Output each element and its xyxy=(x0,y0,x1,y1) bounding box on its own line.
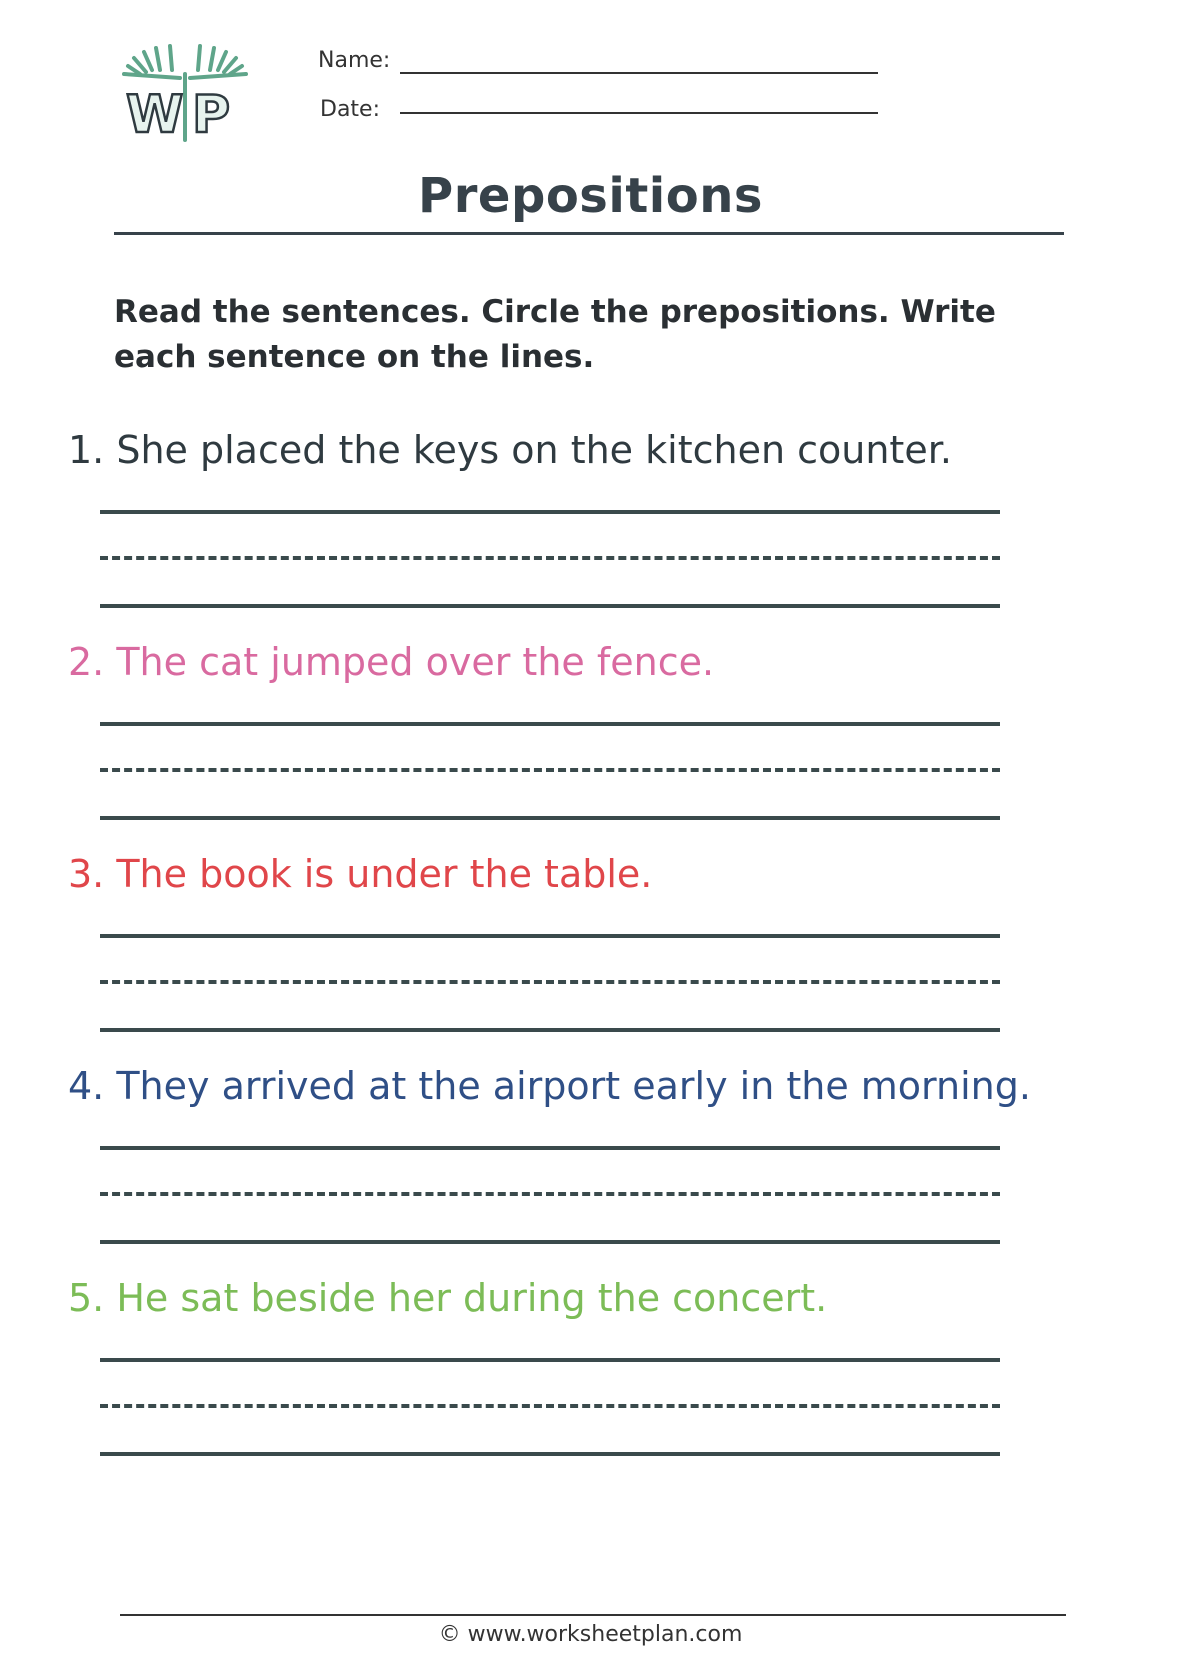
page-title: Prepositions xyxy=(418,168,763,224)
book-logo-icon xyxy=(120,44,250,144)
sentence-text: She placed the keys on the kitchen counter. xyxy=(116,428,952,472)
writing-line-middle[interactable] xyxy=(100,980,1000,984)
writing-line-bottom[interactable] xyxy=(100,1028,1000,1032)
writing-line-middle[interactable] xyxy=(100,1404,1000,1408)
writing-line-top[interactable] xyxy=(100,1358,1000,1362)
logo-letter-w: W xyxy=(126,85,184,144)
sentence-text: The book is under the table. xyxy=(116,852,653,896)
sentence-1 xyxy=(68,428,952,472)
sentence-text: He sat beside her during the concert. xyxy=(116,1276,828,1320)
logo-letter-p: P xyxy=(192,85,231,144)
writing-line-bottom[interactable] xyxy=(100,1240,1000,1244)
sentence-number: 4. xyxy=(68,1064,117,1108)
writing-line-bottom[interactable] xyxy=(100,604,1000,608)
name-field[interactable] xyxy=(400,72,878,74)
sentence-number: 1. xyxy=(68,428,117,472)
title-divider xyxy=(114,232,1064,235)
writing-line-bottom[interactable] xyxy=(100,1452,1000,1456)
sentence-number: 2. xyxy=(68,640,117,684)
writing-line-middle[interactable] xyxy=(100,1192,1000,1196)
writing-line-top[interactable] xyxy=(100,934,1000,938)
writing-line-bottom[interactable] xyxy=(100,816,1000,820)
sentence-number: 5. xyxy=(68,1276,117,1320)
writing-line-top[interactable] xyxy=(100,510,1000,514)
writing-line-middle[interactable] xyxy=(100,768,1000,772)
name-label: Name: xyxy=(318,48,391,73)
sentence-5 xyxy=(68,1276,827,1320)
instructions: Read the sentences. Circle the prepositions. Write each sentence on the lines. xyxy=(114,294,996,375)
sentence-2 xyxy=(68,640,714,684)
writing-line-middle[interactable] xyxy=(100,556,1000,560)
writing-line-top[interactable] xyxy=(100,722,1000,726)
sentence-3 xyxy=(68,852,652,896)
writing-line-top[interactable] xyxy=(100,1146,1000,1150)
sentence-text: They arrived at the airport early in the morning. xyxy=(116,1064,1031,1108)
sentence-text: The cat jumped over the fence. xyxy=(116,640,715,684)
sentence-number: 3. xyxy=(68,852,117,896)
date-label: Date: xyxy=(320,97,380,122)
footer-divider xyxy=(120,1614,1066,1616)
footer-website: © www.worksheetplan.com xyxy=(438,1622,743,1647)
date-field[interactable] xyxy=(400,112,878,114)
sentence-4 xyxy=(68,1064,1031,1108)
